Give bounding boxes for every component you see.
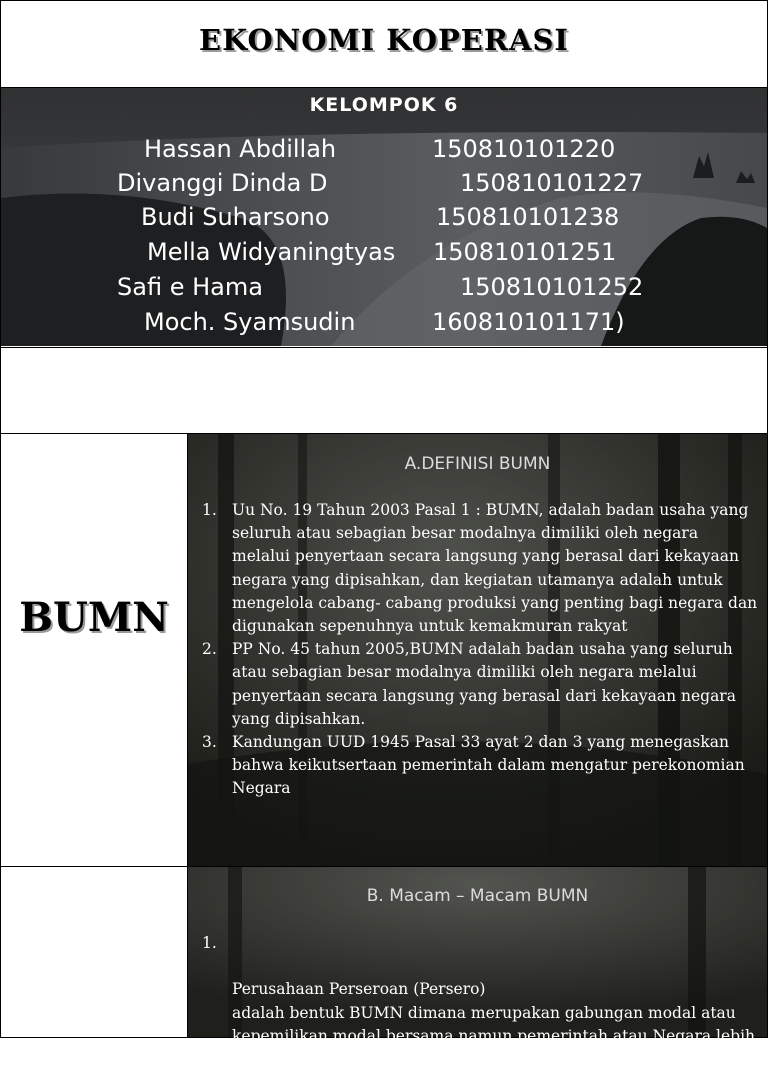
item-text: PP No. 45 tahun 2005,BUMN adalah badan usaha yang seluruh atau sebagian besar modalnya dimiliki oleh negara melalui penyertaan secara langsung yang berasal dari kekayaan negara yang dipisahkan. bbox=[232, 640, 736, 728]
types-slide bbox=[0, 866, 768, 1069]
member-name: Moch. Syamsudin bbox=[144, 308, 356, 336]
section-title: B. Macam – Macam BUMN bbox=[366, 886, 589, 906]
item-number: 1. bbox=[202, 934, 217, 952]
member-nim: 150810101252 bbox=[460, 273, 644, 301]
member-name: Mella Widyaningtyas bbox=[147, 238, 396, 266]
member-nim: 150810101227 bbox=[460, 169, 644, 197]
coastline-photo bbox=[1, 88, 767, 346]
member-nim: 150810101251 bbox=[433, 238, 617, 266]
item-number: 1. bbox=[202, 501, 217, 519]
list-item bbox=[202, 731, 760, 801]
group-label: KELOMPOK 6 bbox=[309, 94, 459, 116]
member-nim: 160810101171) bbox=[432, 308, 625, 336]
item-text: Kandungan UUD 1945 Pasal 33 ayat 2 dan 3 yang menegaskan bahwa keikutsertaan pemerintah dalam mengatur perekonomian Negara bbox=[232, 733, 745, 798]
list-item bbox=[202, 638, 760, 731]
title-slide bbox=[0, 0, 768, 434]
list-item bbox=[202, 499, 760, 638]
list-item bbox=[202, 932, 760, 1071]
forest-panel bbox=[188, 867, 767, 1069]
side-title: BUMN bbox=[19, 594, 169, 641]
section-title: A.DEFINISI BUMN bbox=[404, 454, 551, 474]
member-name: Divanggi Dinda D bbox=[117, 169, 328, 197]
item-number: 2. bbox=[202, 640, 217, 659]
member-name: Safi e Hama bbox=[117, 273, 263, 301]
coast-background-image bbox=[1, 88, 767, 346]
slide-bottom-margin bbox=[1, 347, 767, 434]
item-text: Uu No. 19 Tahun 2003 Pasal 1 : BUMN, adalah badan usaha yang seluruh atau sebagian besar modalnya dimiliki oleh negara melalui penyertaan secara langsung yang berasal dari kekayaan negara yang dipisahkan, dan kegiatan utamanya adalah untuk mengelola cabang- cabang produksi yang penting bagi negara dan digunakan sepenuhnya untuk kemakmuran rakyat bbox=[232, 501, 758, 636]
member-name: Hassan Abdillah bbox=[144, 135, 337, 163]
types-list bbox=[202, 932, 760, 1071]
definition-slide bbox=[0, 433, 768, 867]
presentation-title: EKONOMI KOPERASI bbox=[198, 23, 570, 57]
member-nim: 150810101238 bbox=[436, 203, 620, 231]
side-panel bbox=[1, 867, 188, 1037]
definition-list bbox=[202, 499, 760, 801]
member-nim: 150810101220 bbox=[432, 135, 616, 163]
item-number: 3. bbox=[202, 733, 217, 752]
member-name: Budi Suharsono bbox=[141, 203, 330, 231]
item-text: Perusahaan Perseroan (Persero) adalah bentuk BUMN dimana merupakan gabungan modal atau kepemilikan modal bersama namun pemerintah atau Negara lebih dominan dalam mengendalikan bbox=[232, 980, 756, 1069]
forest-panel bbox=[188, 434, 767, 866]
side-panel bbox=[1, 434, 188, 866]
title-bar bbox=[1, 1, 767, 88]
